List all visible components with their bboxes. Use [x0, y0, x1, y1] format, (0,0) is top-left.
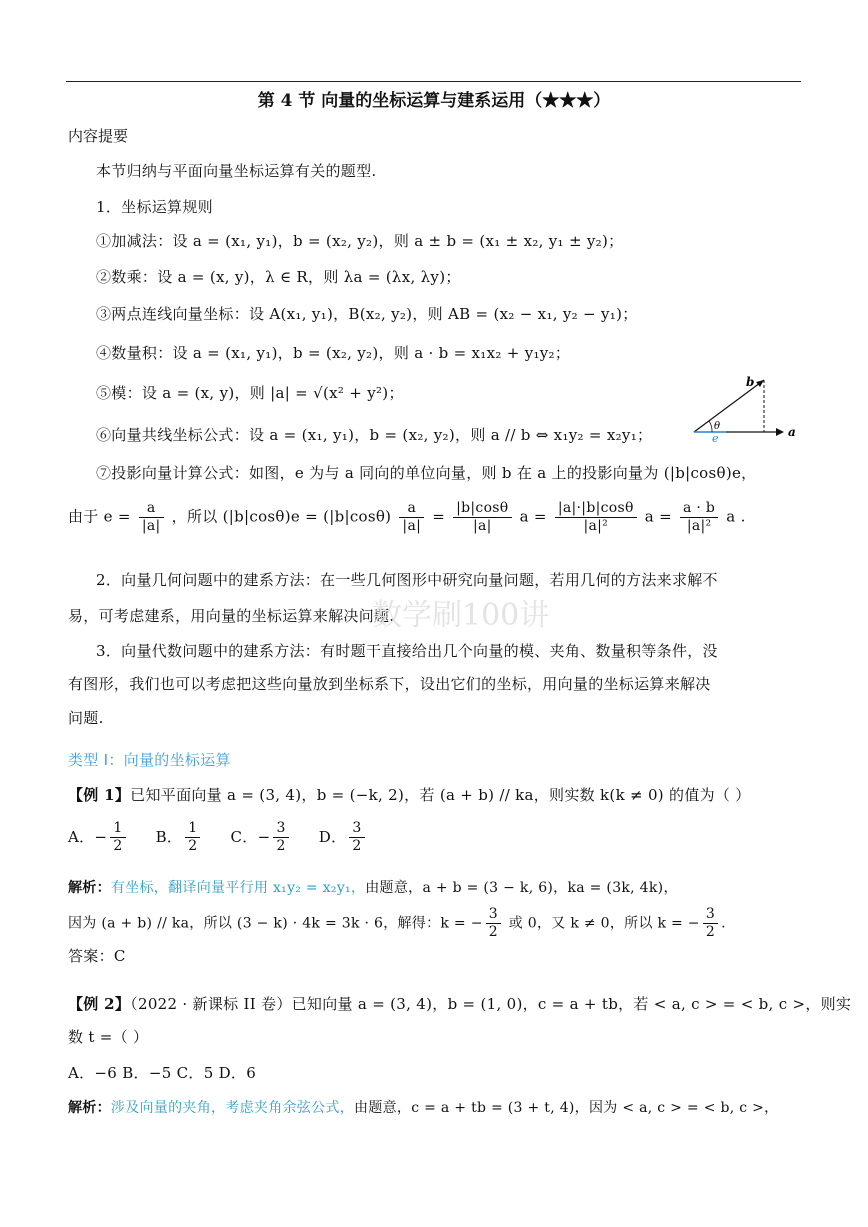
page-title: 第 4 节 向量的坐标运算与建系运用（★★★） [257, 91, 611, 111]
fraction-denominator: 2 [188, 838, 198, 854]
option-d [318, 820, 368, 854]
fraction-numerator: 3 [349, 820, 364, 838]
fraction-numerator: |a|·|b|cosθ [555, 500, 637, 518]
example2-analysis [68, 1097, 778, 1117]
fraction-denominator: |a|² [686, 518, 712, 534]
derivation-start: 由于 e = [68, 507, 131, 526]
analysis-label: 解析： [68, 880, 111, 896]
fraction-numerator: 3 [703, 906, 718, 924]
analysis2-middle: 或 0，又 k ≠ 0，所以 k = − [503, 915, 700, 932]
rules-heading: 1．坐标运算规则 [96, 198, 213, 216]
label-a: a [788, 425, 796, 439]
analysis-text: 由题意，a + b = (3 − k, 6)，ka = (3k, 4k)， [365, 880, 678, 896]
vector-b-arrowhead [756, 380, 764, 387]
derivation-end: a . [726, 507, 746, 526]
example1-label: 【例 1】 [68, 786, 131, 804]
label-b: b [746, 375, 755, 389]
example2-stem-1 [68, 993, 851, 1014]
option-a [68, 820, 129, 854]
watermark-text: 数学刷100讲 [372, 598, 550, 633]
label-e: e [712, 432, 719, 442]
rule-two-points: ③两点连线向量坐标：设 A(x₁, y₁)，B(x₂, y₂)，则 AB = (x₂ − x₁, y₂ − y₁)； [96, 305, 638, 323]
fraction-denominator: 2 [352, 838, 362, 854]
summary-heading: 内容提要 [68, 127, 129, 145]
method2-line1: 2．向量几何问题中的建系方法：在一些几何图形中研究向量问题，若用几何的方法来求解不 [96, 571, 718, 589]
fraction-denominator: |a| [472, 518, 492, 534]
derivation-part-1: ，所以 (|b|cosθ)e = (|b|cosθ) [171, 507, 392, 526]
derivation-part-3: a = [644, 507, 672, 526]
example2-options: A．−6 B．−5 C．5 D．6 [68, 1064, 257, 1082]
option-c [230, 820, 292, 854]
example1-answer: 答案：C [68, 947, 126, 965]
rule-dot-product: ④数量积：设 a = (x₁, y₁)，b = (x₂, y₂)，则 a · b = x₁x₂ + y₁y₂； [96, 344, 571, 362]
fraction-numerator: a [399, 500, 424, 518]
example2-question: （2022 · 新课标 II 卷）已知向量 a = (3, 4)，b = (1, 0)，c = a + tb，若 < a, c > = < b, c >，则实 [130, 995, 852, 1013]
fraction-denominator: 2 [113, 838, 123, 854]
k-fraction-2 [703, 906, 718, 941]
fraction-ab-cos-over-mod-a-sq [555, 500, 637, 535]
method3-line3: 问题. [68, 709, 104, 727]
derivation-part-2: a = [519, 507, 547, 526]
theta-arc [709, 421, 712, 432]
option-b-label: B． [155, 827, 183, 846]
fraction-numerator: 3 [273, 820, 288, 838]
example1-analysis [68, 877, 678, 897]
example2-stem-2: 数 t =（ ） [68, 1028, 149, 1046]
option-a-fraction [110, 820, 125, 855]
analysis-hint: 涉及向量的夹角，考虑夹角余弦公式， [110, 1100, 355, 1116]
method2-line2: 易，可考虑建系，用向量的坐标运算来解决问题. [68, 607, 395, 625]
option-c-label: C．− [230, 827, 271, 846]
method3-line2: 有图形，我们也可以考虑把这些向量放到坐标系下，设出它们的坐标，用向量的坐标运算来解决 [68, 675, 711, 693]
label-theta: θ [714, 421, 721, 432]
header-rule [66, 81, 801, 82]
fraction-denominator: |a| [141, 518, 161, 534]
k-fraction-1 [486, 906, 501, 941]
projection-diagram [690, 372, 800, 442]
fraction-denominator: 2 [276, 838, 286, 854]
option-d-fraction [349, 820, 364, 855]
rule-modulus: ⑤模：设 a = (x, y)，则 |a| = √(x² + y²)； [96, 384, 404, 402]
equals-sign: = [432, 507, 446, 526]
rule-add-sub: ①加减法：设 a = (x₁, y₁)，b = (x₂, y₂)，则 a ± b = (x₁ ± x₂, y₁ ± y₂)； [96, 232, 624, 250]
option-c-fraction [273, 820, 288, 855]
rule-projection: ⑦投影向量计算公式：如图，e 为与 a 同向的单位向量，则 b 在 a 上的投影向量为 (|b|cosθ)e， [96, 464, 757, 482]
summary-intro: 本节归纳与平面向量坐标运算有关的题型. [96, 162, 377, 180]
example1-question: 已知平面向量 a = (3, 4)，b = (−k, 2)，若 (a + b) // ka，则实数 k(k ≠ 0) 的值为（ ） [130, 786, 751, 804]
fraction-numerator: |b|cosθ [453, 500, 511, 518]
example1-options [68, 820, 368, 855]
option-b-fraction [185, 820, 200, 855]
analysis-text: 由题意，c = a + tb = (3 + t, 4)，因为 < a, c > = < b, c >， [354, 1100, 779, 1116]
example1-stem [68, 784, 751, 805]
method3-line1: 3．向量代数问题中的建系方法：有时题干直接给出几个向量的模、夹角、数量积等条件，没 [96, 642, 718, 660]
analysis-label: 解析： [68, 1100, 111, 1116]
analysis2-end: . [721, 915, 726, 932]
analysis2-start: 因为 (a + b) // ka，所以 (3 − k) · 4k = 3k · 6，解得：k = − [68, 915, 483, 932]
fraction-a-over-mod-a-2 [399, 500, 424, 535]
fraction-denominator: |a|² [583, 518, 609, 534]
fraction-denominator: |a| [402, 518, 422, 534]
fraction-numerator: a · b [680, 500, 718, 518]
example2-label: 【例 2】 [68, 995, 131, 1013]
fraction-a-over-mod-a [139, 500, 164, 535]
fraction-dot-over-mod-a-sq [680, 500, 718, 535]
vector-a-arrowhead [776, 428, 784, 436]
example1-analysis-2 [68, 906, 726, 941]
fraction-numerator: 1 [185, 820, 200, 838]
fraction-bcos-over-mod-a [453, 500, 511, 535]
type1-heading: 类型 I：向量的坐标运算 [68, 751, 231, 769]
projection-derivation [68, 500, 746, 535]
option-b [155, 820, 204, 854]
option-d-label: D． [318, 827, 347, 846]
fraction-denominator: 2 [488, 924, 498, 940]
fraction-numerator: a [139, 500, 164, 518]
rule-scalar: ②数乘：设 a = (x, y)，λ ∈ R，则 λa = (λx, λy)； [96, 268, 461, 286]
rule-collinear: ⑥向量共线坐标公式：设 a = (x₁, y₁)，b = (x₂, y₂)，则 a // b ⇔ x₁y₂ = x₂y₁； [96, 426, 653, 444]
fraction-numerator: 3 [486, 906, 501, 924]
fraction-numerator: 1 [110, 820, 125, 838]
option-a-label: A．− [68, 827, 108, 846]
analysis-hint: 有坐标，翻译向量平行用 x₁y₂ = x₂y₁， [110, 880, 366, 896]
fraction-denominator: 2 [705, 924, 716, 940]
